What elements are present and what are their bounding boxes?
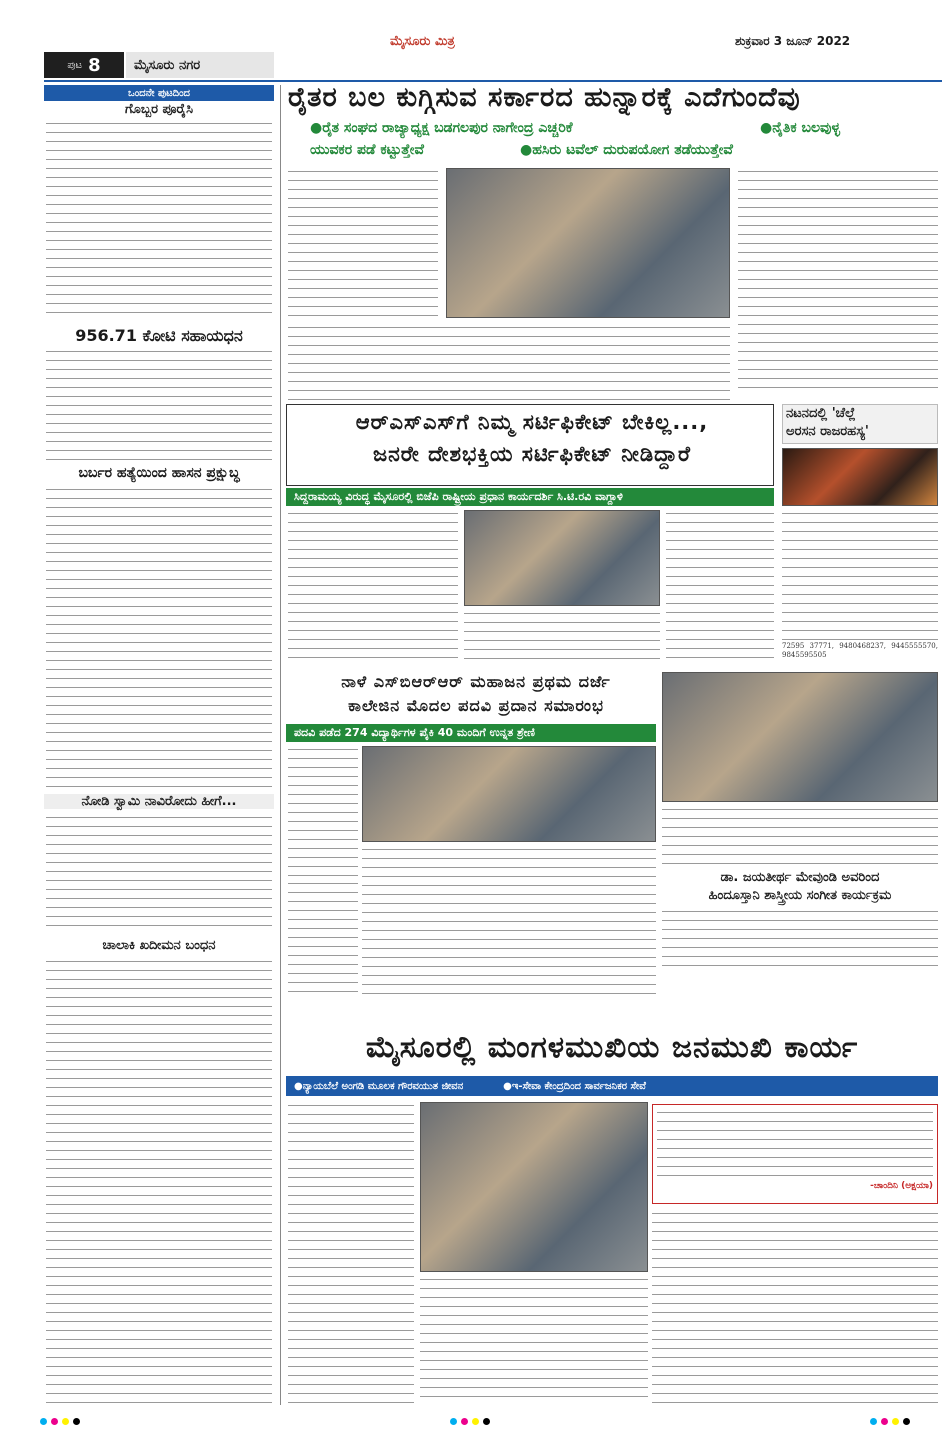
story1-sub2: ●ನೈತಿಕ ಬಲವುಳ್ಳ	[760, 120, 840, 136]
left-article-1	[46, 120, 272, 320]
registration-dots-right	[870, 1410, 914, 1429]
story5-headline-2: ಹಿಂದೂಸ್ತಾನಿ ಶಾಸ್ತ್ರೀಯ ಸಂಗೀತ ಕಾರ್ಯಕ್ರಮ	[708, 888, 892, 903]
story2-headline-2: ಜನರೇ ದೇಶಭಕ್ತಿಯ ಸರ್ಟಿಫಿಕೇಟ್ ನೀಡಿದ್ದಾರೆ	[372, 442, 692, 466]
story6-text-a	[288, 1102, 414, 1404]
story6-text-c	[652, 1210, 938, 1404]
left-headline-4: ನೋಡಿ ಸ್ವಾಮಿ ನಾವಿರೋದು ಹೀಗೆ...	[44, 794, 274, 809]
column-divider	[280, 85, 281, 1405]
page-number: 8	[88, 54, 101, 76]
story3-headline-1: ನಟನದಲ್ಲಿ 'ಚೆಲ್ಲೆ	[786, 406, 856, 421]
story6-strap	[286, 1076, 938, 1096]
story4-strap: ಪದವಿ ಪಡೆದ 274 ವಿದ್ಯಾರ್ಥಿಗಳ ಪೈಕಿ 40 ಮಂದಿಗೆ ಉನ್ನತ ಶ್ರೇಣಿ	[286, 724, 656, 742]
story6-photo	[420, 1102, 648, 1272]
story6-quote-text	[657, 1109, 933, 1181]
story6-sub1: ●ನ್ಯಾಯಬೆಲೆ ಅಂಗಡಿ ಮೂಲಕ ಗೌರವಯುತ ಜೀವನ	[294, 1080, 464, 1092]
left-headline-1: ಗೊಬ್ಬರ ಪೂರೈಸಿ	[124, 102, 194, 117]
story6-headline: ಮೈಸೂರಲ್ಲಿ ಮಂಗಳಮುಖಿಯ ಜನಮುಖಿ ಕಾರ್ಯ	[365, 1030, 859, 1065]
story1-sub3: ಯುವಕರ ಪಡೆ ಕಟ್ಟುತ್ತೇವೆ	[310, 142, 424, 158]
page-label: ಪುಟ	[67, 59, 83, 71]
continued-label: ಒಂದನೇ ಪುಟದಿಂದ	[44, 85, 274, 101]
story6-sub2: ●ಇ-ಸೇವಾ ಕೇಂದ್ರದಿಂದ ಸಾರ್ವಜನಿಕರ ಸೇವೆ	[503, 1080, 646, 1092]
story5-headline-1: ಡಾ. ಜಯತೀರ್ಥ ಮೇವುಂಡಿ ಅವರಿಂದ	[720, 870, 880, 885]
story1-text-b	[738, 168, 938, 394]
story1-headline: ರೈತರ ಬಲ ಕುಗ್ಗಿಸುವ ಸರ್ಕಾರದ ಹುನ್ನಾರಕ್ಕೆ ಎದೆಗುಂದೆವು	[288, 82, 801, 113]
story2-strap: ಸಿದ್ದರಾಮಯ್ಯ ವಿರುದ್ಧ ಮೈಸೂರಲ್ಲಿ ಬಿಜೆಪಿ ರಾಷ್ಟ್ರೀಯ ಪ್ರಧಾನ ಕಾರ್ಯದರ್ಶಿ ಸಿ.ಟಿ.ರವಿ ವಾಗ್ದಾಳಿ	[286, 488, 774, 506]
story4-text-b	[362, 846, 656, 996]
registration-dots-center	[450, 1410, 494, 1429]
story4-photo	[362, 746, 656, 842]
left-article-3	[46, 486, 272, 788]
story1-sub4: ●ಹಸಿರು ಟವೆಲ್ ದುರುಪಯೋಗ ತಡೆಯುತ್ತೇವೆ	[520, 142, 733, 158]
story1-text-a	[288, 168, 438, 318]
left-headline-5: ಚಾಲಾಕಿ ಖದೀಮನ ಬಂಧನ	[102, 938, 216, 953]
story3-photo	[782, 448, 938, 506]
story1-photo	[446, 168, 730, 318]
left-article-4	[46, 814, 272, 934]
left-headline-2: 956.71 ಕೋಟಿ ಸಹಾಯಧನ	[75, 326, 243, 345]
story2-headline-1: ಆರ್‌ಎಸ್‌ಎಸ್‌ಗೆ ನಿಮ್ಮ ಸರ್ಟಿಫಿಕೇಟ್ ಬೇಕಿಲ್ಲ...,	[355, 410, 709, 434]
left-article-5	[46, 958, 272, 1404]
story4-text-c	[288, 880, 358, 996]
story3-text	[782, 510, 938, 640]
paper-name: ಮೈಸೂರು ಮಿತ್ರ	[390, 34, 455, 49]
story2-photo	[464, 510, 660, 606]
story1-text-c	[288, 324, 730, 402]
story5-text	[662, 908, 938, 968]
left-headline-3: ಬರ್ಬರ ಹತ್ಯೆಯಿಂದ ಹಾಸನ ಪ್ರಕ್ಷುಬ್ಧ	[78, 465, 240, 481]
felicitation-caption	[662, 806, 938, 864]
story1-sub1: ●ರೈತ ಸಂಘದ ರಾಜ್ಯಾಧ್ಯಕ್ಷ ಬಡಗಲಪುರ ನಾಗೇಂದ್ರ ಎಚ್ಚರಿಕೆ	[310, 120, 573, 136]
story4-text-a	[288, 746, 358, 876]
story6-quote-box	[652, 1104, 938, 1204]
story6-quote-author: -ಚಾಂದಿನಿ (ಅಕ್ಷಯಾ)	[870, 1181, 933, 1191]
felicitation-photo	[662, 672, 938, 802]
story4-headline-1: ನಾಳೆ ಎಸ್‌ಬಿಆರ್‌ಆರ್ ಮಹಾಜನ ಪ್ರಥಮ ದರ್ಜೆ	[341, 672, 611, 691]
page-number-badge	[44, 52, 124, 78]
story4-headline-2: ಕಾಲೇಜಿನ ಮೊದಲ ಪದವಿ ಪ್ರದಾನ ಸಮಾರಂಭ	[348, 696, 604, 715]
story2-text-b	[666, 510, 774, 662]
story2-text-a	[288, 510, 458, 662]
issue-date: ಶುಕ್ರವಾರ 3 ಜೂನ್ 2022	[735, 34, 851, 48]
left-article-2	[46, 348, 272, 460]
story3-headline-2: ಅರಸನ ರಾಜರಹಸ್ಯ'	[786, 424, 869, 439]
registration-dots-left	[40, 1410, 84, 1429]
section-title: ಮೈಸೂರು ನಗರ	[126, 52, 274, 78]
story6-text-b	[420, 1276, 648, 1404]
story2-text-c	[464, 610, 660, 664]
story3-contact: 72595 37771, 9480468237, 9445555570, 9845595505	[782, 642, 938, 659]
